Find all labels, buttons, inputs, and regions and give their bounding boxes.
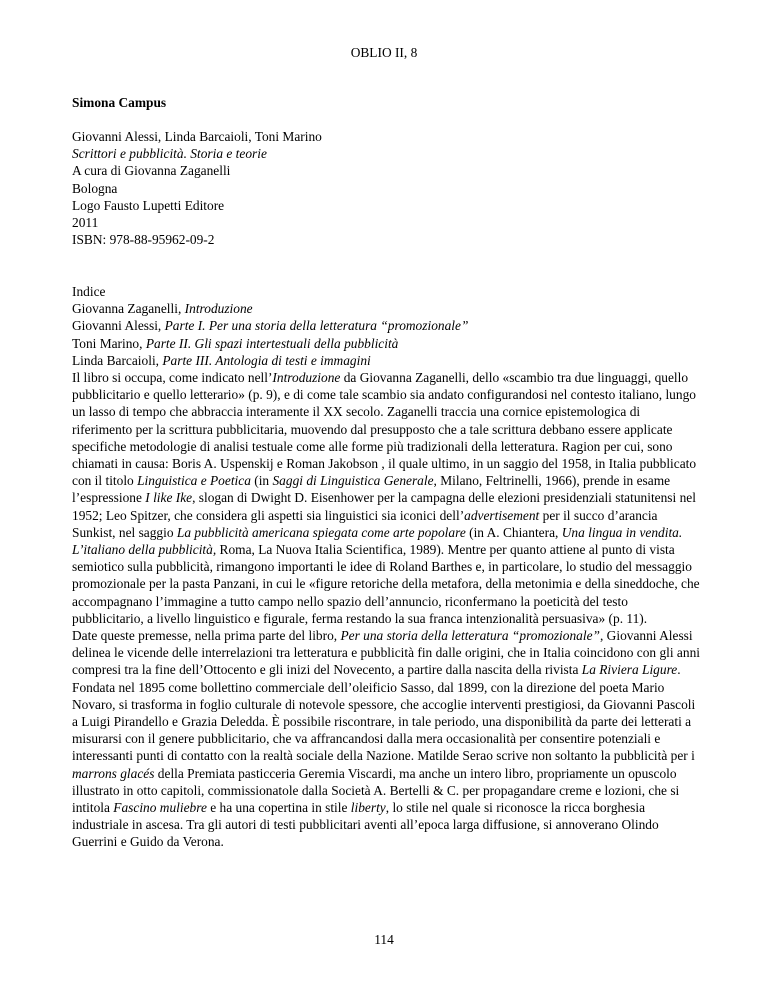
body-paragraph (72, 369, 700, 627)
table-of-contents (72, 283, 712, 369)
text-run: , slogan di Dwight D. Eisenhower per la campagna delle elezioni presidenziali statunitensi nel 1952; Leo Spitzer, che considera gli aspetti sia linguistici sia iconici dell’ (72, 490, 696, 523)
bibliographic-block (72, 128, 712, 248)
toc-entry: Giovanna Zaganelli, Introduzione (72, 301, 253, 317)
text-run: (in (250, 473, 273, 489)
italic-run: La pubblicità americana spiegata come arte popolare (176, 524, 466, 540)
review-author: Simona Campus (72, 95, 167, 110)
text-run: , Milano, Feltrinelli, 1966), prende in esame l’espressione (72, 473, 671, 506)
toc-label: Indice (72, 284, 106, 299)
text-run: della Premiata pasticceria Geremia Viscardi, ma anche un intero libro, propriamente un opuscolo illustrato in otto capitoli, commissionatole dalla Società A. Bertelli & C. per propagandare creme e lozioni, che si intitola (72, 765, 680, 816)
text-run: e ha una copertina in stile (206, 800, 351, 816)
text-run: , lo stile nel quale si riconosce la ricca borghesia industriale in ascesa. Tra gli autori di testi pubblicitari aventi all’epoca larga diffusione, si annoverano Olindo Guerrini e Guido da Verona. (72, 800, 659, 850)
page-number: 114 (374, 932, 394, 947)
italic-run: Fascino muliebre (113, 800, 207, 816)
text-run: Roma, La Nuova Italia Scientifica, 1989). Mentre per quanto attiene al punto di vista semiotico sulla pubblicità, rimangono importanti le idee di Roland Barthes e, in particolare, lo studio del messaggio promozionale per la pasta Panzani, in cui le «figure retoriche della metafora, della metonimia e della sineddoche, che accompagnano l’immagine a tutto campo nello spazio dell’annuncio, riconfermano la poeticità del testo pubblicitario, a livello linguistico e figurale, ferma restando la sua franca intenzionalità persuasiva» (p. 11). (72, 542, 700, 626)
book-year: 2011 (72, 215, 99, 231)
book-authors: Giovanni Alessi, Linda Barcaioli, Toni Marino (72, 129, 322, 144)
toc-entry: Giovanni Alessi, Parte I. Per una storia della letteratura “promozionale” (72, 318, 469, 334)
text-run: (in A. Chiantera, (465, 524, 562, 540)
italic-run: advertisement (464, 507, 540, 523)
text-run: Date queste premesse, nella prima parte del libro, (72, 628, 341, 644)
toc-entry: Toni Marino, Parte II. Gli spazi intertestuali della pubblicità (72, 335, 399, 351)
italic-run: Per una storia della letteratura “promozionale” (340, 628, 600, 644)
italic-run: Linguistica e Poetica (137, 473, 251, 489)
italic-run: Una lingua in vendita. L’italiano della pubblicità, (72, 524, 683, 558)
book-editor: A cura di Giovanna Zaganelli (72, 163, 231, 179)
italic-run: La Riviera Ligure (581, 662, 678, 678)
toc-entry: Linda Barcaioli, Parte III. Antologia di testi e immagini (72, 352, 371, 368)
book-title: Scrittori e pubblicità. Storia e teorie (72, 146, 267, 162)
italic-run: I like Ike (145, 490, 193, 506)
book-city: Bologna (72, 180, 118, 196)
italic-run: marrons glacés (72, 765, 155, 781)
text-run: . Fondata nel 1895 come bollettino commerciale dell’oleificio Sasso, dal 1899, con la direzione del poeta Mario Novaro, si trasforma in foglio culturale di notevole spessore, che accoglie interventi prestigiosi, da Giovanni Pascoli a Luigi Pirandello e Grazia Deledda. È possibile riscontrare, in tale periodo, una disponibilità da parte dei letterati a misurarsi con il genere pubblicitario, che va affrancandosi dalla mera occasionalità per consentire potenziali e interessanti punti di contatto con la realtà sociale della Nazione. Matilde Serao scrive non soltanto la pubblicità per i (72, 662, 696, 764)
text-run: , Giovanni Alessi delinea le vicende delle interrelazioni tra letteratura e pubblicità fin dalle origini, che in Italia coincidono con gli anni compresi tra la fine dell’Ottocento e gli inizi del Novecento, a partire dalla nascita della rivista (72, 628, 700, 678)
review-body (72, 369, 700, 851)
running-header: OBLIO II, 8 (350, 45, 418, 60)
italic-run: liberty (350, 800, 386, 816)
text-run: Il libro si occupa, come indicato nell’ (72, 370, 273, 385)
text-run: per il succo d’arancia Sunkist, nel saggio (72, 507, 658, 540)
book-publisher: Logo Fausto Lupetti Editore (72, 197, 225, 213)
book-isbn: ISBN: 978-88-95962-09-2 (72, 232, 215, 248)
italic-run: Saggi di Linguistica Generale (272, 473, 434, 489)
italic-run: Introduzione (272, 370, 341, 385)
text-run: da Giovanna Zaganelli, dello «scambio tra due linguaggi, quello pubblicitario e quello letterario» (p. 9), e di come tale scambio sia andato configurandosi nel contesto italiano, lungo un lasso di tempo che abbraccia interamente il XX secolo. Zaganelli traccia una cornice epistemologica di riferimento per la scrittura pubblicitaria, muovendo dal presupposto che a tale scrittura debbano essere applicate specifiche metodologie di analisi testuale come alle forme più tradizionali della letteratura. Ragion per cui, sono chiamati in causa: Boris A. Uspenskij e Roman Jakobson , il quale ultimo, in un saggio del 1958, in Italia pubblicato con il titolo (72, 370, 697, 489)
body-paragraph (72, 627, 700, 851)
